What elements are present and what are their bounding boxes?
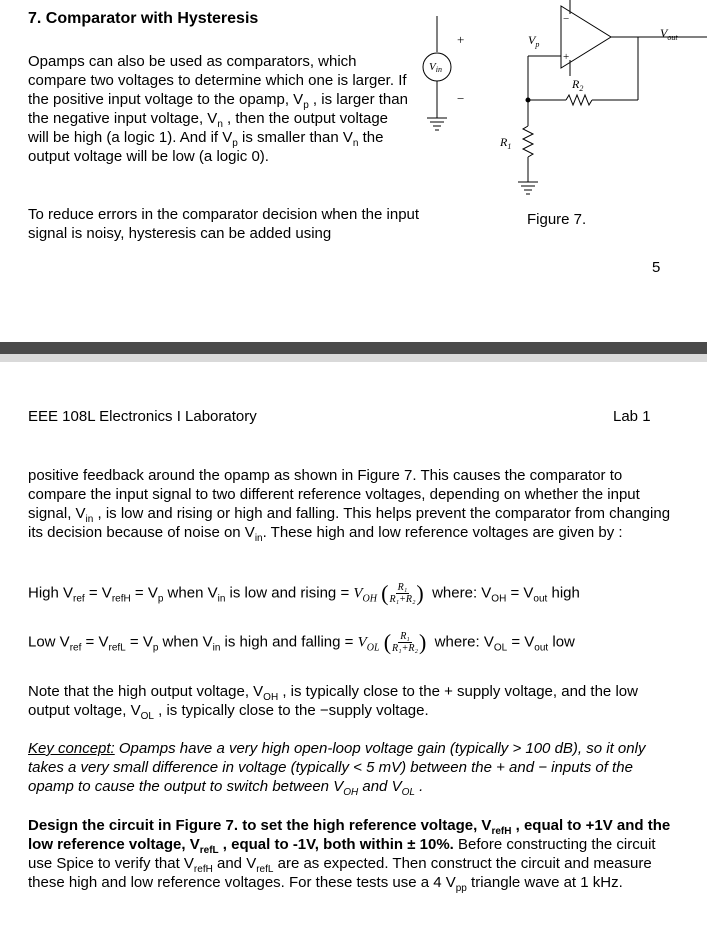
- running-header-course: EEE 108L Electronics I Laboratory: [28, 408, 257, 425]
- vin-label: Vin: [429, 61, 442, 74]
- noise-paragraph: To reduce errors in the comparator decision when the input signal is noisy, hysteresis can be added using: [28, 206, 420, 242]
- running-header-lab: Lab 1: [613, 408, 651, 425]
- section-heading: 7. Comparator with Hysteresis: [28, 10, 259, 27]
- r1-label: $R_1$: [500, 135, 512, 151]
- design-task-paragraph: Design the circuit in Figure 7. to set the high reference voltage, $V_{refH}$ , equal to +1V and the low reference voltage, $V_{refL}$ , equal to -1V, both within ± 10%. Before constructing the circuit use Spice to verify that $V_{refH}$ and $V_{refL}$ are as expected. Then construct the circuit and measure these high and low reference voltages. For these tests use a 4 $V_{pp}$ triangle wave at 1 kHz.: [28, 817, 671, 894]
- figure-caption: Figure 7.: [527, 211, 587, 228]
- fraction-r1-over-sum: $\frac{\text{R₁}}{\text{R₁+R₂}}$: [389, 582, 416, 605]
- fraction-r1-over-sum: $\frac{\text{R₁}}{\text{R₁+R₂}}$: [392, 631, 418, 654]
- equation-high-reference: High $V_{ref} = V_{refH} = V_p$ when $V_{in}$ is low and $rising = V_{OH}$ ( $\frac{\text{R₁}}{\text{R₁+R₂}}$ ) where: $V_{OH} = V_{out}$ high: [28, 580, 580, 606]
- opamp-minus-input: −: [563, 13, 570, 25]
- key-concept-paragraph: Key concept: Opamps have a very high open-loop voltage gain (typically > 100 dB), so it only takes a very small difference in voltage (typically < 5 mV) between the + and − inputs of the opamp to cause the output to switch between $V_{OH}$ and $V_{OL}$ .: [28, 740, 646, 798]
- key-concept-label: Key concept:: [28, 740, 115, 757]
- comparator-circuit-diagram: [420, 0, 707, 210]
- note-paragraph: Note that the high output voltage, $V_{OH}$ , is typically close to the + supply voltage, and the low output voltage, $V_{OL}$ , is typically close to the −supply voltage.: [28, 683, 638, 722]
- opamp-plus-input: +: [563, 51, 570, 63]
- page-break: [0, 342, 707, 354]
- page-number: 5: [652, 259, 661, 276]
- r2-label: $R_2$: [572, 77, 584, 93]
- vp-label: $V_p$: [528, 33, 540, 49]
- r1-resistor: [523, 126, 533, 157]
- r2-resistor: [566, 95, 592, 105]
- intro-paragraph: Opamps can also be used as comparators, which compare two voltages to determine which one is larger. If the positive input voltage to the opamp, $V_p$ , is larger than the negative input voltage, $V_n$ , then the output voltage will be high (a logic 1). And if $V_p$ is smaller than $V_n$ the output voltage will be low (a logic 0).: [28, 53, 408, 165]
- vout-label: $V_{out}$: [660, 26, 678, 42]
- source-minus-sign: −: [457, 91, 465, 106]
- feedback-paragraph: positive feedback around the opamp as shown in Figure 7. This causes the comparator to compare the input signal to two different reference voltages, depending on whether the input signal, $V_{in}$ , is low and rising or high and falling. This helps prevent the comparator from changing its decision because of noise on $V_{in}$. These high and low reference voltages are given by :: [28, 467, 671, 544]
- source-plus-sign: +: [457, 32, 465, 47]
- equation-low-reference: Low $V_{ref} = V_{refL} = V_p$ when $V_{in}$ is high and falling = $V_{OL}$ ( $\frac{\text{R₁}}{\text{R₁+R₂}}$ ) where: $V_{OL} = V_{out}$ low: [28, 629, 575, 655]
